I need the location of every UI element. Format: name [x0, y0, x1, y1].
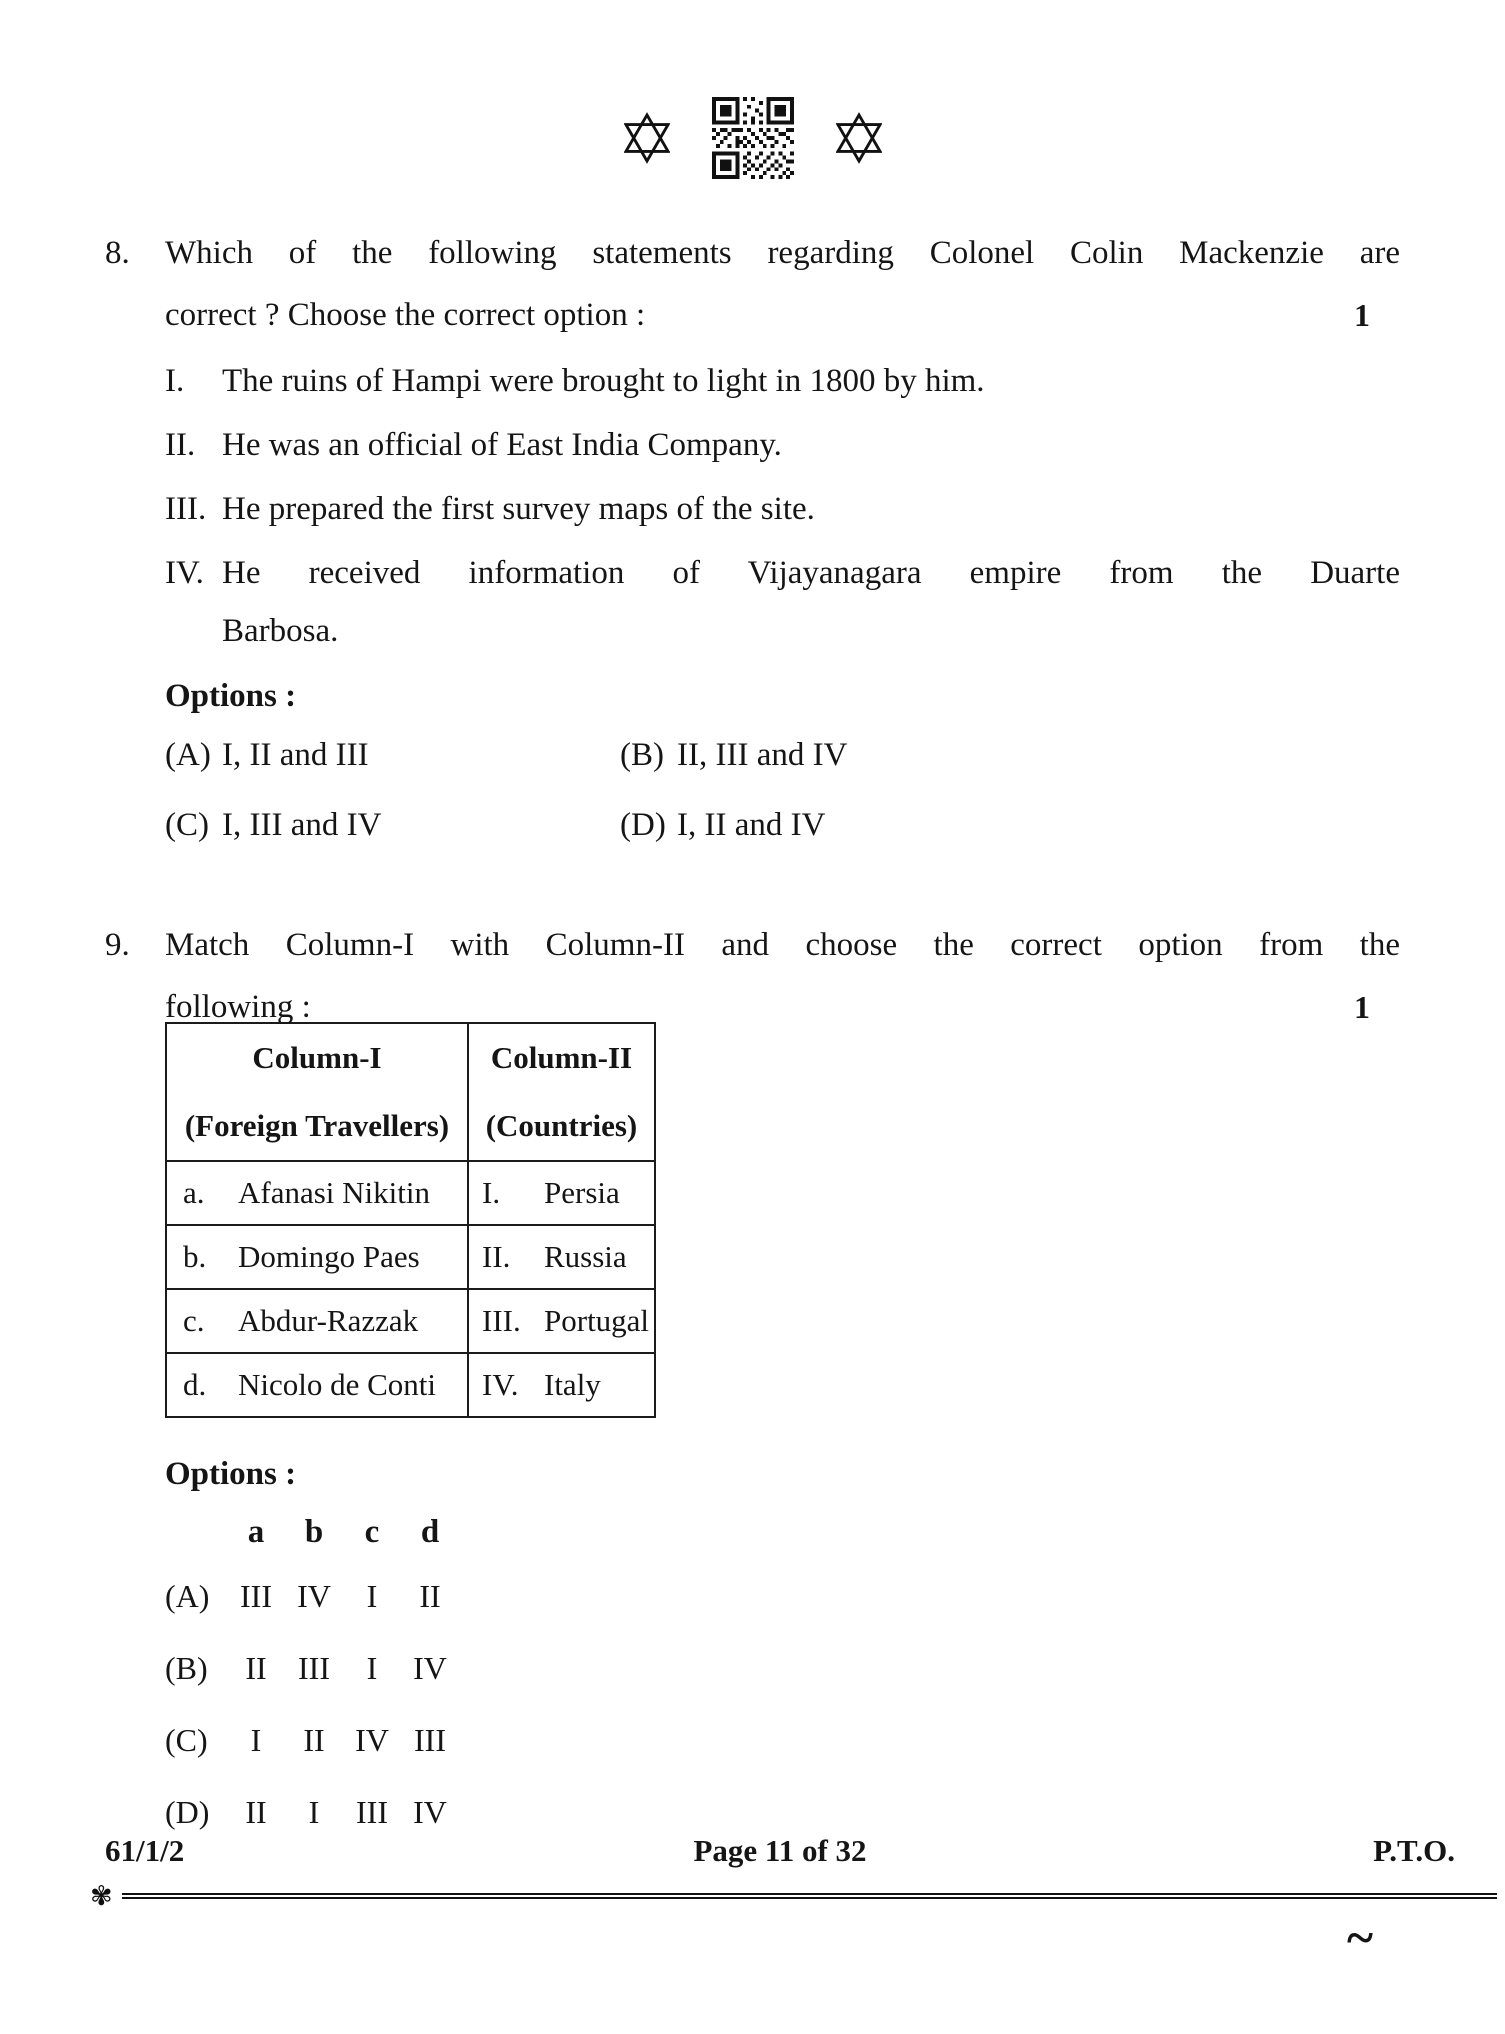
matrix-value: I	[366, 1578, 378, 1614]
country-name: Italy	[544, 1367, 601, 1402]
options-heading: Options :	[165, 1456, 297, 1492]
statement-text: He prepared the first survey maps of the site.	[222, 491, 815, 527]
pto-label: P.T.O.	[1373, 1833, 1455, 1868]
country-name: Portugal	[544, 1303, 650, 1338]
star-of-david-icon	[836, 112, 882, 164]
question-9	[105, 914, 1400, 1848]
traveller-name: Abdur-Razzak	[238, 1303, 419, 1338]
table-row	[166, 1289, 655, 1353]
matrix-col-header: c	[364, 1514, 380, 1550]
statement-item	[165, 480, 1400, 538]
option-text: I, II and III	[222, 737, 369, 773]
option-text: I, II and IV	[677, 807, 826, 843]
options-grid	[165, 726, 1400, 854]
star-of-david-icon	[624, 112, 670, 164]
matrix-corner	[165, 1504, 227, 1560]
option-text: I, III and IV	[222, 807, 382, 843]
footer-divider	[122, 1893, 1497, 1899]
statement-numeral: IV.	[165, 555, 204, 591]
statement-numeral: I.	[165, 363, 185, 399]
page-content	[105, 0, 1400, 1848]
matrix-value: II	[245, 1794, 267, 1830]
question-number: 8.	[105, 235, 130, 271]
marks-value: 1	[1354, 989, 1370, 1025]
match-columns-table	[165, 1022, 656, 1418]
table-row	[166, 1353, 655, 1417]
statement-numeral: II.	[165, 427, 196, 463]
question-8	[105, 222, 1400, 854]
statement-item	[165, 416, 1400, 474]
matrix-value: IV	[355, 1722, 389, 1758]
paper-code: 61/1/2	[105, 1833, 185, 1868]
statement-item	[165, 544, 1400, 660]
question-number: 9.	[105, 927, 130, 963]
country-name: Russia	[544, 1239, 627, 1274]
qr-code-icon	[712, 97, 794, 179]
matrix-value: III	[414, 1722, 446, 1758]
row-letter: b.	[183, 1239, 207, 1274]
country-name: Persia	[544, 1175, 620, 1210]
matrix-value: I	[366, 1650, 378, 1686]
option-text: II, III and IV	[677, 737, 848, 773]
question-text-line: Which of the following statements regarding Colonel Colin Mackenzie are	[165, 235, 1400, 271]
statement-text: He was an official of East India Company.	[222, 427, 782, 463]
matrix-value: I	[250, 1722, 262, 1758]
table-row	[166, 1225, 655, 1289]
traveller-name: Domingo Paes	[238, 1239, 420, 1274]
row-letter: a.	[183, 1175, 205, 1210]
row-letter: d.	[183, 1367, 207, 1402]
matrix-row-label: (C)	[165, 1722, 208, 1758]
matrix-value: III	[356, 1794, 388, 1830]
marks-value: 1	[1354, 297, 1370, 333]
page-footer	[105, 1833, 1455, 1877]
option-label: (D)	[620, 807, 666, 843]
question-text-line: following :	[165, 989, 311, 1025]
statement-text: He received information of Vijayanagara empire from the Duarte	[222, 555, 1400, 591]
matrix-value: IV	[297, 1578, 331, 1614]
matrix-value: III	[240, 1578, 272, 1614]
question-text-line: Match Column-I with Column-II and choose the correct option from the	[165, 927, 1400, 963]
option-label: (B)	[620, 737, 664, 773]
matrix-value: IV	[413, 1650, 447, 1686]
header-marks	[105, 92, 1400, 184]
statement-text: The ruins of Hampi were brought to light in 1800 by him.	[222, 363, 985, 399]
matrix-col-header: d	[420, 1514, 440, 1550]
matrix-row-label: (D)	[165, 1794, 210, 1830]
matrix-col-header: b	[304, 1514, 324, 1550]
matrix-col-header: a	[247, 1514, 265, 1550]
row-numeral: III.	[482, 1303, 521, 1338]
traveller-name: Nicolo de Conti	[238, 1367, 437, 1402]
statement-numeral: III.	[165, 491, 207, 527]
matrix-value: II	[419, 1578, 441, 1614]
answer-matrix	[165, 1504, 1400, 1848]
row-numeral: II.	[482, 1239, 511, 1274]
table-header-column-2: Column-II (Countries)	[468, 1023, 655, 1161]
matrix-row-label: (A)	[165, 1578, 210, 1614]
table-row	[166, 1161, 655, 1225]
matrix-value: III	[298, 1650, 330, 1686]
table-header-column-1: Column-I (Foreign Travellers)	[166, 1023, 468, 1161]
row-numeral: I.	[482, 1175, 501, 1210]
matrix-row-label: (B)	[165, 1650, 208, 1686]
statement-list	[165, 352, 1400, 660]
option-label: (A)	[165, 737, 211, 773]
matrix-value: II	[303, 1722, 325, 1758]
option-label: (C)	[165, 807, 209, 843]
row-letter: c.	[183, 1303, 205, 1338]
question-text-line: correct ? Choose the correct option :	[165, 297, 646, 333]
traveller-name: Afanasi Nikitin	[238, 1175, 430, 1210]
statement-item	[165, 352, 1400, 410]
matrix-value: IV	[413, 1794, 447, 1830]
matrix-value: I	[308, 1794, 320, 1830]
flower-print-mark: ✾	[90, 1881, 113, 1912]
options-heading: Options :	[165, 678, 297, 714]
tilde-mark: ~	[1346, 1909, 1373, 1965]
page-number: Page 11 of 32	[693, 1833, 867, 1868]
matrix-value: II	[245, 1650, 267, 1686]
statement-text: Barbosa.	[222, 613, 339, 649]
row-numeral: IV.	[482, 1367, 519, 1402]
